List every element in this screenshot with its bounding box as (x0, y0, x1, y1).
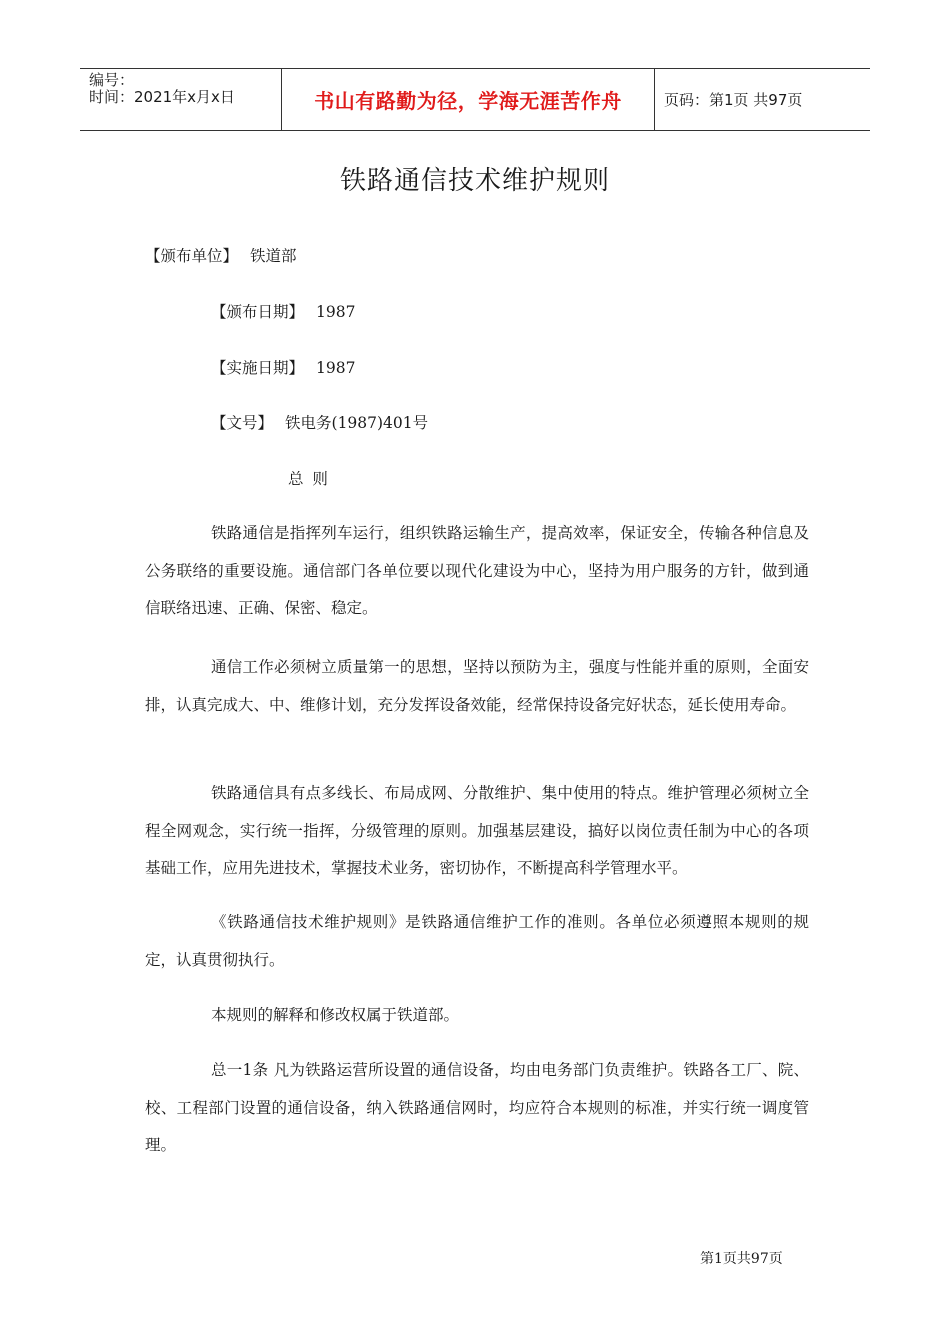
meta-label: 【实施日期】 (211, 359, 305, 377)
body-paragraph: 通信工作必须树立质量第一的思想，坚持以预防为主，强度与性能并重的原则，全面安排，认真完成大、中、维修计划，充分发挥设备效能，经常保持设备完好状态，延长使用寿命。 (145, 658, 809, 714)
meta-label: 【颁布日期】 (211, 303, 305, 321)
body-paragraph: 本规则的解释和修改权属于铁道部。 (211, 1006, 460, 1024)
page-header (80, 68, 870, 131)
meta-value: 铁道部 (250, 247, 297, 265)
meta-value: 1987 (316, 359, 356, 377)
meta-issue-date (211, 300, 355, 322)
meta-document-number (211, 411, 428, 433)
meta-issuer (145, 244, 297, 266)
meta-label: 【文号】 (211, 414, 274, 432)
body-paragraph: 《铁路通信技术维护规则》是铁路通信维护工作的准则。各单位必须遵照本规则的规定，认真贯彻执行。 (145, 913, 809, 969)
page-footer: 第1页共97页 (700, 1251, 783, 1267)
body-paragraph: 总一1条 凡为铁路运营所设置的通信设备，均由电务部门负责维护。铁路各工厂、院、校、工程部门设置的通信设备，纳入铁路通信网时，均应符合本规则的标准，并实行统一调度管理。 (145, 1061, 809, 1154)
document-title: 铁路通信技术维护规则 (339, 166, 610, 196)
body-paragraph: 铁路通信具有点多线长、布局成网、分散维护、集中使用的特点。维护管理必须树立全程全网观念，实行统一指挥，分级管理的原则。加强基层建设，搞好以岗位责任制为中心的各项基础工作，应用先进技术，掌握技术业务，密切协作，不断提高科学管理水平。 (145, 784, 809, 877)
header-info-cell (80, 69, 282, 130)
meta-value: 1987 (316, 303, 356, 321)
body-paragraph: 铁路通信是指挥列车运行，组织铁路运输生产，提高效率，保证安全，传输各种信息及公务联络的重要设施。通信部门各单位要以现代化建设为中心，坚持为用户服务的方针，做到通信联络迅速、正确、保密、稳定。 (145, 524, 809, 617)
header-motto: 书山有路勤为径，学海无涯苦作舟 (282, 69, 655, 130)
meta-label: 【颁布单位】 (145, 247, 239, 265)
meta-value: 铁电务(1987)401号 (285, 414, 429, 432)
section-heading: 总 则 (288, 470, 330, 488)
time-line: 时间：2021年x月x日 (89, 88, 235, 106)
header-page-info: 页码：第1页 共97页 (664, 91, 803, 109)
meta-effective-date (211, 356, 355, 378)
number-label: 编号： (89, 71, 135, 89)
